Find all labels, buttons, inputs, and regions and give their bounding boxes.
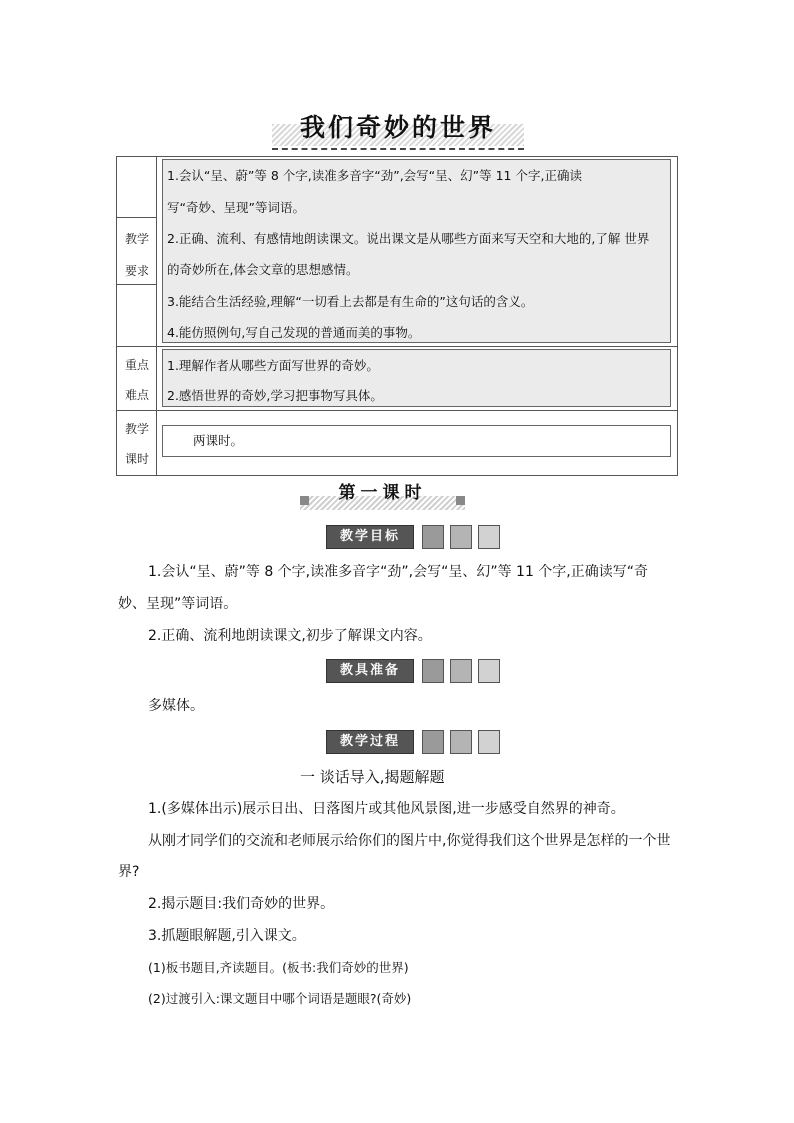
tag-square	[478, 730, 500, 754]
goal-line: 写“奇妙、呈现”等词语。	[167, 200, 305, 215]
objective-line: 1.会认“呈、蔚”等 8 个字,读准多音字“劲”,会写“呈、幻”等 11 个字,正确读写“奇	[148, 564, 648, 580]
goal-line: 4.能仿照例句,写自己发现的普通而美的事物。	[167, 325, 421, 340]
section-tag-process	[326, 730, 498, 754]
process-line: 界?	[118, 864, 140, 880]
page-title: 我们奇妙的世界	[299, 113, 496, 142]
row-label-hours	[117, 411, 157, 475]
hours-text: 两课时。	[193, 433, 244, 448]
section-tag-label: 教学过程	[326, 730, 414, 754]
process-heading: 一 谈话导入,揭题解题	[300, 768, 445, 786]
label-line: 重点	[124, 358, 149, 372]
section-tag-tools	[326, 659, 498, 683]
tag-square	[450, 525, 472, 549]
tools-text: 多媒体。	[148, 698, 204, 714]
tag-square	[422, 525, 444, 549]
label-divider	[117, 284, 157, 285]
process-line: (1)板书题目,齐读题目。(板书:我们奇妙的世界)	[148, 960, 409, 975]
lesson-heading	[300, 478, 465, 518]
lesson-title: 第一课时	[338, 483, 427, 503]
tag-square	[450, 730, 472, 754]
hours-box	[162, 425, 671, 457]
label-line: 要求	[124, 264, 149, 278]
label-line: 教学	[124, 232, 149, 246]
goal-line: 2.正确、流利、有感情地朗读课文。说出课文是从哪些方面来写天空和大地的,了解 世界	[167, 231, 650, 246]
key-point-line: 2.感悟世界的奇妙,学习把事物写具体。	[167, 388, 383, 403]
process-line: 1.(多媒体出示)展示日出、日落图片或其他风景图,进一步感受自然界的神奇。	[148, 801, 625, 817]
row-label-key-points	[117, 347, 157, 410]
objective-line: 2.正确、流利地朗读课文,初步了解课文内容。	[148, 628, 432, 644]
tag-square	[422, 730, 444, 754]
title-banner	[272, 104, 524, 154]
key-point-line: 1.理解作者从哪些方面写世界的奇妙。	[167, 358, 379, 373]
key-points-box	[162, 349, 671, 407]
table-row-key-points	[117, 347, 677, 411]
section-tag-label: 教学目标	[326, 525, 414, 549]
tag-square	[422, 659, 444, 683]
section-tag-label: 教具准备	[326, 659, 414, 683]
process-line: (2)过渡引入:课文题目中哪个词语是题眼?(奇妙)	[148, 991, 412, 1006]
goal-line: 3.能结合生活经验,理解“一切看上去都是有生命的”这句话的含义。	[167, 294, 534, 309]
table-row-hours	[117, 411, 677, 475]
process-line: 2.揭示题目:我们奇妙的世界。	[148, 896, 335, 912]
process-line: 从刚才同学们的交流和老师展示给你们的图片中,你觉得我们这个世界是怎样的一个世	[148, 833, 671, 849]
label-divider	[117, 217, 157, 218]
section-tag-objectives	[326, 525, 498, 549]
goal-line: 1.会认“呈、蔚”等 8 个字,读准多音字“劲”,会写“呈、幻”等 11 个字,正确读	[167, 168, 582, 183]
label-line: 难点	[124, 388, 149, 402]
process-line: 3.抓题眼解题,引入课文。	[148, 928, 306, 944]
tag-square	[450, 659, 472, 683]
goals-box	[162, 159, 671, 343]
table-row-goals	[117, 157, 677, 347]
title-underline	[272, 148, 524, 150]
label-line: 课时	[124, 452, 149, 466]
goal-line: 的奇妙所在,体会文章的思想感情。	[167, 262, 359, 277]
info-table	[116, 156, 678, 476]
row-label-goals	[117, 157, 157, 346]
tag-square	[478, 659, 500, 683]
tag-square	[478, 525, 500, 549]
label-line: 教学	[124, 422, 149, 436]
objective-line: 妙、呈现”等词语。	[118, 596, 238, 612]
